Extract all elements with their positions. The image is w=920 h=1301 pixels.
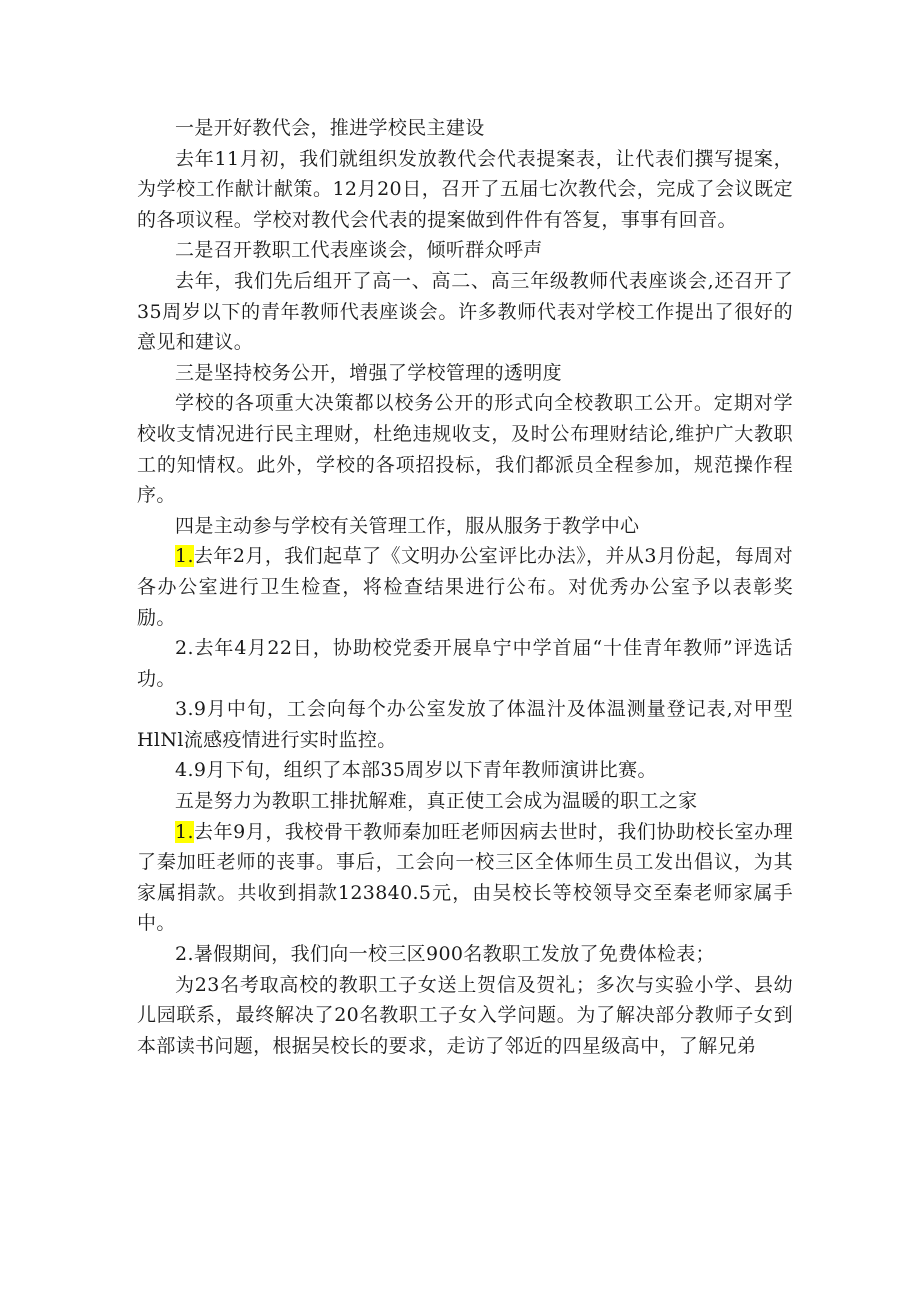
list-item-5-2: 2.暑假期间，我们向一校三区900名教职工发放了免费体检表； — [175, 943, 715, 966]
list-item-text: 去年9月，我校骨干教师秦加旺老师因病去世时，我们协助校长室办理了秦加旺老师的丧事。事后，工会向一校三区全体师生员工发出倡议，为其家属捐款。共收到捐款123840.5元，由吴校长等校领导交至秦老师家属手中。 — [137, 820, 793, 935]
paragraph-5: 为23名考取高校的教职工子女送上贺信及贺礼；多次与实验小学、县幼儿园联系，最终解决了20名教职工子女入学问题。为了解决部分教师子女到本部读书问题，根据吴校长的要求，走访了邻近的四星级高中，了解兄弟 — [137, 973, 793, 1057]
highlighted-number-marker: 1. — [175, 820, 194, 843]
list-item-4-3: 3.9月中旬，工会向每个办公室发放了体温汁及体温测量登记表,对甲型HlNl流感疫情进行实时监控。 — [137, 698, 793, 751]
list-item-4-4: 4.9月下旬，组织了本部35周岁以下青年教师演讲比赛。 — [175, 759, 657, 782]
list-item-4-1 — [137, 541, 793, 633]
list-item-5-1 — [137, 817, 793, 939]
section-heading-4: 四是主动参与学校有关管理工作，服从服务于教学中心 — [175, 514, 640, 537]
paragraph-1: 去年11月初，我们就组织发放教代会代表提案表，让代表们撰写提案，为学校工作献计献策。12月20日，召开了五届七次教代会，完成了会议既定的各项议程。学校对教代会代表的提案做到件件有答复，事事有回音。 — [137, 147, 793, 231]
list-item-text: 去年2月，我们起草了《文明办公室评比办法》，并从3月份起，每周对各办公室进行卫生检查，将检查结果进行公布。对优秀办公室予以表彰奖励。 — [137, 545, 793, 629]
section-heading-1: 一是开好教代会，推进学校民主建设 — [175, 117, 485, 139]
paragraph-2: 去年，我们先后组开了高一、高二、高三年级教师代表座谈会,还召开了35周岁以下的青年教师代表座谈会。许多教师代表对学校工作提出了很好的意见和建议。 — [137, 269, 793, 354]
paragraph-3: 学校的各项重大决策都以校务公开的形式向全校教职工公开。定期对学校收支情况进行民主理财，杜绝违规收支，及时公布理财结论,维护广大教职工的知情权。此外，学校的各项招投标，我们都派员全程参加，规范操作程序。 — [137, 392, 793, 507]
section-heading-2: 二是召开教职工代表座谈会，倾听群众呼声 — [175, 239, 543, 262]
highlighted-number-marker: 1. — [175, 545, 194, 568]
list-item-4-2: 2.去年4月22日，协助校党委开展阜宁中学首届“十佳青年教师”评选话功。 — [137, 637, 793, 690]
document-body — [137, 113, 793, 1061]
section-heading-5: 五是努力为教职工排扰解难，真正使工会成为温暖的职工之家 — [175, 790, 698, 813]
section-heading-3: 三是坚持校务公开，增强了学校管理的透明度 — [175, 361, 563, 384]
